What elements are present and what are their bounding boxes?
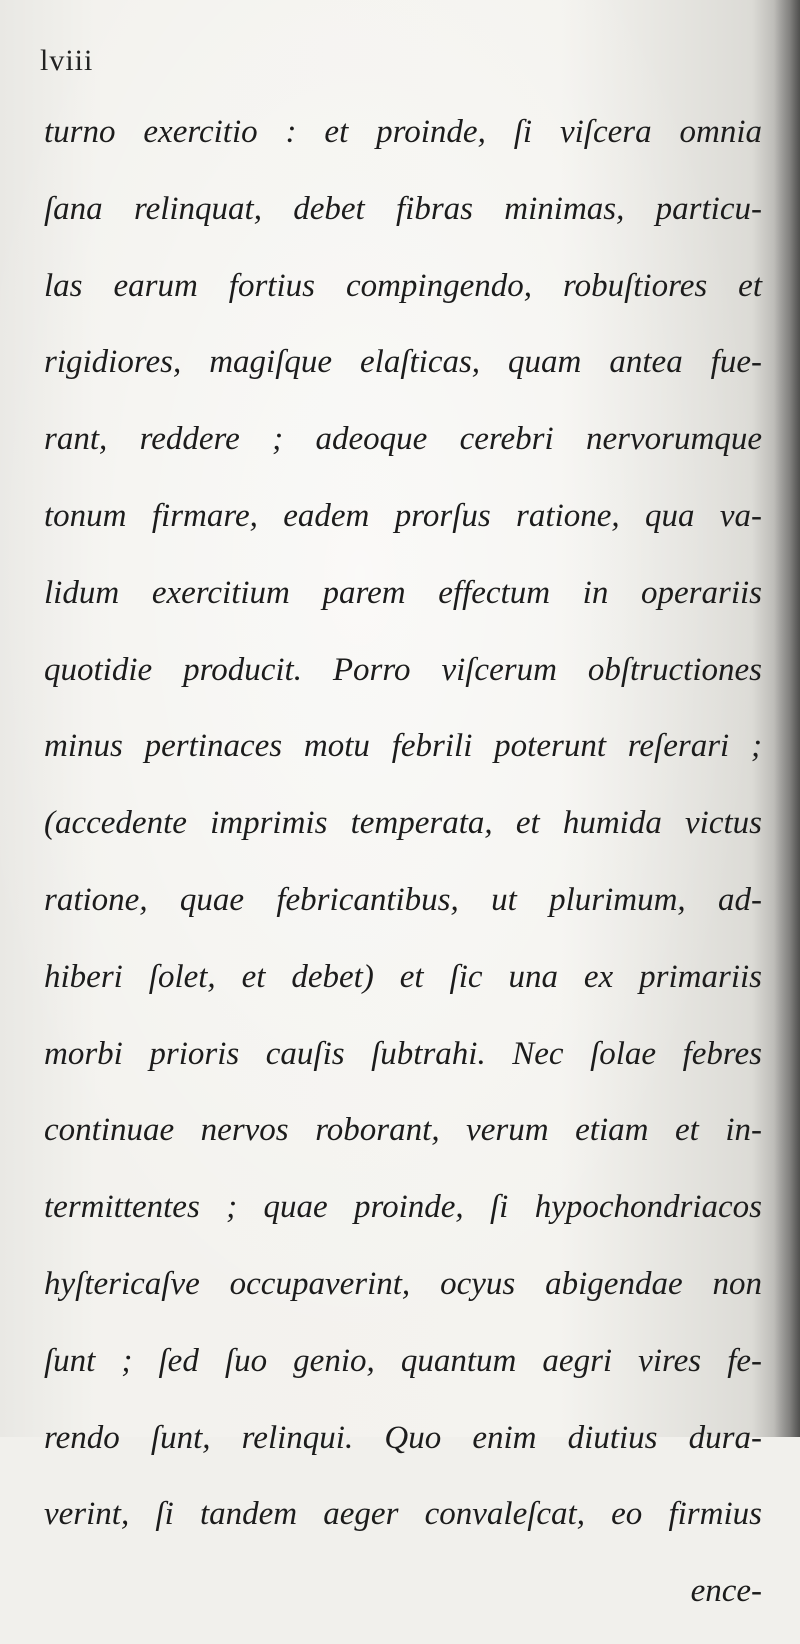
text-line: continuae nervos roborant, verum etiam et in- (44, 1112, 762, 1149)
page-number: lviii (40, 44, 94, 77)
text-line: ratione, quae febricantibus, ut plurimum, ad- (44, 881, 762, 918)
text-line: rigidiores, magiſque elaſticas, quam antea fue- (44, 344, 762, 381)
text-line: morbi prioris cauſis ſubtrahi. Nec ſolae febres (44, 1035, 762, 1072)
text-line: (accedente imprimis temperata, et humida victus (44, 805, 762, 842)
text-line: las earum fortius compingendo, robuſtiores et (44, 267, 762, 304)
body-text (44, 108, 762, 1644)
text-line: verint, ſi tandem aeger convaleſcat, eo firmius (44, 1496, 762, 1533)
text-line: hyſtericaſve occupaverint, ocyus abigendae non (44, 1265, 762, 1302)
text-line: ſana relinquat, debet fibras minimas, particu- (44, 190, 762, 227)
text-line: turno exercitio : et proinde, ſi viſcera omnia (44, 114, 762, 150)
text-line: rant, reddere ; adeoque cerebri nervorumque (44, 421, 762, 458)
text-line: hiberi ſolet, et debet) et ſic una ex primariis (44, 958, 762, 995)
page-edge-shadow (774, 0, 800, 1437)
text-line: lidum exercitium parem effectum in operariis (44, 574, 762, 611)
text-line: tonum firmare, eadem prorſus ratione, qua va- (44, 497, 762, 534)
text-line: ſunt ; ſed ſuo genio, quantum aegri vires fe- (44, 1342, 762, 1379)
text-line: minus pertinaces motu febrili poterunt reſerari ; (44, 728, 762, 765)
text-line: quotidie producit. Porro viſcerum obſtructiones (44, 651, 762, 688)
text-line: termittentes ; quae proinde, ſi hypochondriacos (44, 1189, 762, 1226)
catchword: ence- (690, 1573, 762, 1610)
text-line: rendo ſunt, relinqui. Quo enim diutius dura- (44, 1419, 762, 1456)
